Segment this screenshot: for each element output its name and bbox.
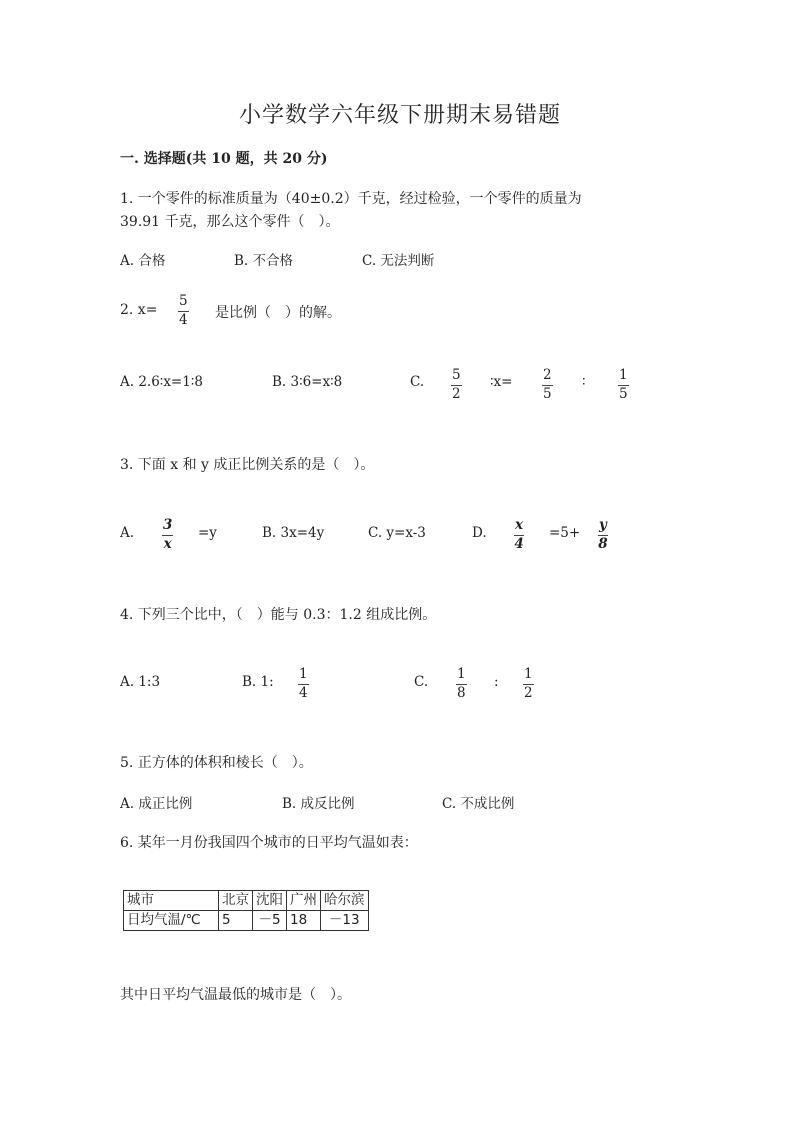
- table-cell: －13: [321, 911, 369, 931]
- q4-option-b: B. 1:: [242, 674, 274, 690]
- q2-suffix: 是比例（ ）的解。: [215, 305, 341, 321]
- q4-c-fraction-2: [523, 668, 534, 700]
- table-cell: 日均气温/℃: [124, 911, 219, 931]
- q5-option-a: A. 成正比例: [120, 796, 193, 812]
- q2-c-f2-den: 5: [543, 385, 552, 402]
- q4-c-colon: :: [494, 674, 499, 690]
- q1-option-a: A. 合格: [120, 253, 166, 269]
- q2-c-ratio: ∶x=: [490, 374, 513, 390]
- q3-option-c: C. y=x-3: [368, 525, 426, 541]
- q4-text: 4. 下列三个比中，（ ）能与 0.3：1.2 组成比例。: [120, 607, 437, 623]
- q2-c-fraction-1: [451, 369, 462, 401]
- q3-option-d: D.: [472, 525, 487, 541]
- table-cell: 哈尔滨: [321, 891, 369, 911]
- q4-c-f2-den: 2: [524, 684, 533, 701]
- table-header-row: [124, 891, 369, 911]
- table-cell: 广州: [287, 891, 321, 911]
- q4-option-a: A. 1:3: [120, 674, 161, 690]
- q1-text-line1: 1. 一个零件的标准质量为（40±0.2）千克，经过检验，一个零件的质量为: [120, 191, 582, 207]
- q4-b-den: 4: [299, 684, 308, 701]
- q2-fraction-num: 5: [178, 295, 189, 312]
- q2-c-f1-num: 5: [451, 369, 462, 386]
- q3-d2-den: 8: [598, 535, 608, 552]
- q4-b-fraction: [298, 668, 309, 700]
- q2-c-colon: ∶: [582, 374, 586, 390]
- q2-option-a: A. 2.6∶x=1∶8: [120, 374, 203, 390]
- q1-text-line2: 39.91 千克，那么这个零件（ ）。: [120, 214, 340, 230]
- table-cell: 城市: [124, 891, 219, 911]
- q2-option-b: B. 3∶6=x∶8: [272, 374, 343, 390]
- q1-option-c: C. 无法判断: [362, 253, 435, 269]
- q1-option-b: B. 不合格: [234, 253, 294, 269]
- q4-c-f1-num: 1: [456, 668, 467, 685]
- q3-option-b: B. 3x=4y: [262, 525, 325, 541]
- page-title: 小学数学六年级下册期末易错题: [238, 103, 561, 128]
- q2-c-f3-den: 5: [619, 385, 628, 402]
- q2-option-c: C.: [410, 374, 425, 390]
- q2-fraction: [178, 295, 189, 327]
- q3-d-fraction-1: [514, 519, 524, 551]
- q2-c-fraction-2: [542, 369, 553, 401]
- q2-c-f3-num: 1: [618, 369, 629, 386]
- q2-prefix: 2. x=: [120, 302, 158, 318]
- temperature-table: [123, 890, 369, 931]
- q3-option-a: A.: [120, 525, 135, 541]
- q4-c-f2-num: 1: [523, 668, 534, 685]
- q3-d-mid: =5+: [549, 525, 581, 541]
- q5-text: 5. 正方体的体积和棱长（ ）。: [120, 755, 313, 771]
- q2-c-f2-num: 2: [542, 369, 553, 386]
- q3-d-den: 4: [514, 535, 524, 552]
- q3-d-num: x: [514, 519, 524, 536]
- q2-fraction-den: 4: [179, 311, 188, 328]
- q6-question: 其中日平均气温最低的城市是（ ）。: [120, 987, 351, 1003]
- q6-text: 6. 某年一月份我国四个城市的日平均气温如表：: [120, 835, 418, 851]
- table-cell: 5: [219, 911, 253, 931]
- q2-c-f1-den: 2: [452, 385, 461, 402]
- table-row: [124, 911, 369, 931]
- q4-c-fraction-1: [456, 668, 467, 700]
- q2-c-fraction-3: [618, 369, 629, 401]
- table-cell: 北京: [219, 891, 253, 911]
- table-cell: 18: [287, 911, 321, 931]
- q3-d2-num: y: [598, 519, 608, 536]
- q3-a-fraction: [162, 519, 173, 551]
- q4-option-c: C.: [414, 674, 429, 690]
- q3-a-suffix: =y: [198, 525, 217, 541]
- q3-text: 3. 下面 x 和 y 成正比例关系的是（ ）。: [120, 457, 375, 473]
- table-cell: －5: [253, 911, 287, 931]
- q4-b-num: 1: [298, 668, 309, 685]
- q5-option-c: C. 不成比例: [442, 796, 515, 812]
- section-heading: 一. 选择题(共 10 题，共 20 分): [120, 151, 328, 167]
- q3-a-den: x: [163, 535, 172, 552]
- q3-a-num: 3: [162, 519, 173, 536]
- q5-option-b: B. 成反比例: [282, 796, 355, 812]
- table-cell: 沈阳: [253, 891, 287, 911]
- q3-d-fraction-2: [598, 519, 608, 551]
- q4-c-f1-den: 8: [457, 684, 466, 701]
